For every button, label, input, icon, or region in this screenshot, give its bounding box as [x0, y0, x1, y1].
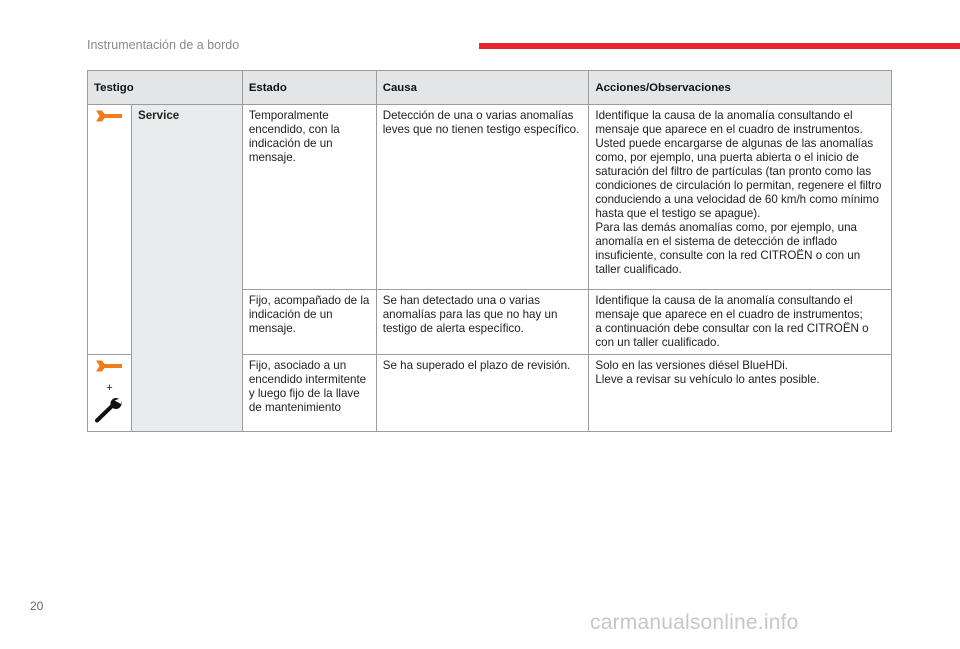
acciones-cell [589, 105, 892, 290]
plus-sign: + [106, 382, 113, 394]
acciones-line: Para las demás anomalías como, por ejemplo, una anomalía en el sistema de detección de inflado insuficiente, consulte con la red CITROËN o con un taller cualificado. [595, 221, 861, 276]
warning-name-service: Service [131, 105, 242, 432]
header-accent-bar [479, 43, 960, 49]
estado-cell: Fijo, acompañado de la indicación de un mensaje. [242, 290, 376, 355]
maintenance-wrench-icon [94, 397, 124, 423]
warning-lights-table [87, 70, 892, 432]
causa-cell: Detección de una o varias anomalías leves que no tienen testigo específico. [376, 105, 589, 290]
causa-cell: Se han detectado una o varias anomalías para las que no hay un testigo de alerta específico. [376, 290, 589, 355]
page-number: 20 [30, 599, 44, 613]
estado-cell: Fijo, asociado a un encendido intermitente y luego fijo de la llave de mantenimiento [242, 355, 376, 432]
table-row [88, 105, 892, 290]
acciones-line: Identifique la causa de la anomalía consultando el mensaje que aparece en el cuadro de instrumentos; [595, 294, 863, 321]
acciones-cell [589, 290, 892, 355]
acciones-line: a continuación debe consultar con la red CITROËN o con un taller cualificado. [595, 322, 869, 349]
icon-cell [88, 355, 132, 432]
icon-cell [88, 105, 132, 355]
table-header-row [88, 71, 892, 105]
wrench-icon [94, 359, 124, 373]
header-testigo: Testigo [88, 71, 243, 105]
header-estado: Estado [242, 71, 376, 105]
acciones-line: Usted puede encargarse de algunas de las anomalías como, por ejemplo, una puerta abierta o el inicio de saturación del filtro de partículas (tan pronto como las condiciones de circulación lo permitan, regenere el filtro conduciendo a una velocidad de 60 km/h como mínimo hasta que el testigo se apague). [595, 137, 882, 220]
acciones-line: Lleve a revisar su vehículo lo antes posible. [595, 373, 820, 386]
wrench-icon [94, 109, 124, 123]
acciones-line: Identifique la causa de la anomalía consultando el mensaje que aparece en el cuadro de instrumentos. [595, 109, 863, 136]
section-title: Instrumentación de a bordo [87, 38, 240, 52]
watermark: carmanualsonline.info [590, 611, 799, 634]
header-acciones: Acciones/Observaciones [589, 71, 892, 105]
causa-cell: Se ha superado el plazo de revisión. [376, 355, 589, 432]
header-causa: Causa [376, 71, 589, 105]
acciones-cell [589, 355, 892, 432]
estado-cell: Temporalmente encendido, con la indicación de un mensaje. [242, 105, 376, 290]
acciones-line: Solo en las versiones diésel BlueHDi. [595, 359, 789, 372]
